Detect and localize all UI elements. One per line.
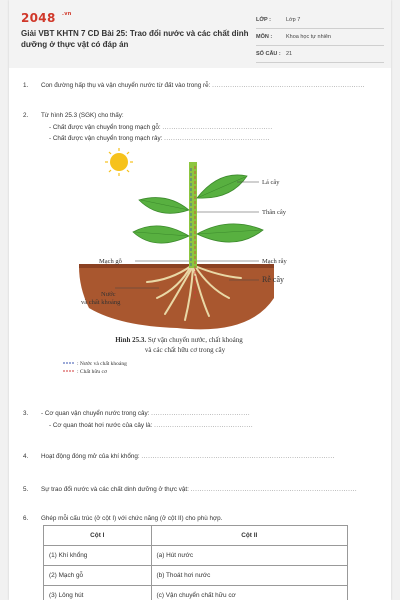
- site-logo[interactable]: [21, 11, 72, 25]
- label-stem: Thân cây: [262, 209, 287, 216]
- plant-figure: [59, 148, 299, 378]
- matching-table: [43, 525, 348, 600]
- label-root: Rễ cây: [262, 275, 284, 284]
- figure-caption-line-1: [115, 336, 243, 344]
- label-water-2: và chất khoáng: [81, 299, 121, 306]
- caption-bold: Hình 25.3.: [115, 336, 147, 344]
- document-header: [9, 0, 391, 68]
- leaves: [133, 175, 263, 243]
- question-5: [23, 485, 357, 495]
- meta-row-subject: [256, 29, 384, 46]
- meta-key: SỐ CÂU :: [256, 51, 281, 57]
- table-cell: (a) Hút nước: [151, 546, 347, 566]
- table-cell: (3) Lông hút: [44, 586, 152, 600]
- label-water-1: Nước: [101, 291, 116, 298]
- table-row: [44, 586, 348, 600]
- caption-text: Sự vận chuyển nước, chất khoáng: [147, 336, 243, 344]
- meta-key: LỚP :: [256, 17, 271, 23]
- table-cell: (2) Mạch gỗ: [44, 566, 152, 586]
- meta-info: [256, 12, 384, 63]
- question-2-line-1: [49, 124, 273, 131]
- meta-row-grade: [256, 12, 384, 29]
- column-header: Cột II: [151, 526, 347, 546]
- question-4: [23, 452, 335, 462]
- column-header: Cột I: [44, 526, 152, 546]
- table-header-row: [44, 526, 348, 546]
- sun-icon: [105, 148, 133, 176]
- question-2-line-2: [49, 135, 270, 142]
- answer-blank[interactable]: ............................................: [151, 410, 251, 417]
- question-text: Hoạt động đóng mở của khí khổng:: [41, 453, 140, 460]
- question-number: 3.: [23, 410, 29, 417]
- table-row: [44, 566, 348, 586]
- question-2: [23, 111, 124, 121]
- question-text: Ghép mỗi cấu trúc (ở cột I) với chức năng (ở cột II) cho phù hợp.: [41, 515, 223, 522]
- table-cell: (c) Vận chuyển chất hữu cơ: [151, 586, 347, 600]
- answer-blank[interactable]: ..........................................................................: [190, 486, 358, 493]
- document-title: Giải VBT KHTN 7 CD Bài 25: Trao đổi nước và các chất dinh dưỡng ở thực vật có đáp án: [21, 29, 249, 49]
- answer-blank[interactable]: ....................................................................: [212, 82, 366, 89]
- logo-domain: .vn: [62, 11, 72, 17]
- question-number: 2.: [23, 112, 29, 119]
- question-text: Từ hình 25.3 (SGK) cho thấy:: [41, 112, 124, 119]
- line-text: - Cơ quan thoát hơi nước của cây là:: [49, 422, 153, 429]
- stem: [189, 162, 197, 268]
- meta-value: 21: [286, 51, 293, 57]
- question-3-line-2: [49, 422, 253, 429]
- label-leaf: Lá cây: [262, 179, 280, 186]
- meta-value: Khoa học tự nhiên: [286, 34, 331, 40]
- label-xylem: Mạch gỗ: [99, 258, 122, 265]
- question-6: [23, 514, 222, 524]
- question-text: Sự trao đổi nước và các chất dinh dưỡng ở thực vật:: [41, 486, 189, 493]
- answer-blank[interactable]: ...............................................: [164, 135, 270, 142]
- question-text: Con đường hấp thụ và vận chuyển nước từ đất vào trong rễ:: [41, 82, 211, 89]
- legend-organic: : Chất hữu cơ: [77, 369, 107, 375]
- meta-key: MÔN :: [256, 34, 273, 40]
- question-number: 5.: [23, 486, 29, 493]
- figure-caption-line-2: và các chất hữu cơ trong cây: [144, 346, 226, 354]
- line-text: - Chất được vận chuyển trong mạch rây:: [49, 135, 163, 142]
- meta-row-count: [256, 46, 384, 63]
- meta-value: Lớp 7: [286, 17, 301, 23]
- legend-water: : Nước và chất khoáng: [77, 361, 127, 367]
- answer-blank[interactable]: .................................................: [162, 124, 273, 131]
- question-1: [23, 81, 365, 91]
- question-number: 6.: [23, 515, 29, 522]
- question-number: 4.: [23, 453, 29, 460]
- label-phloem: Mạch rây: [262, 258, 287, 265]
- question-3: [23, 409, 250, 419]
- line-text: - Chất được vận chuyển trong mạch gỗ:: [49, 124, 161, 131]
- table-cell: (b) Thoát hơi nước: [151, 566, 347, 586]
- table-cell: (1) Khí khổng: [44, 546, 152, 566]
- legend: [63, 360, 127, 375]
- question-number: 1.: [23, 82, 29, 89]
- logo-main: 2048: [21, 11, 56, 25]
- table-row: [44, 546, 348, 566]
- document-page: [9, 0, 391, 600]
- answer-blank[interactable]: ............................................: [154, 422, 254, 429]
- line-text: - Cơ quan vận chuyển nước trong cây:: [41, 410, 150, 417]
- answer-blank[interactable]: ......................................................................................: [141, 453, 335, 460]
